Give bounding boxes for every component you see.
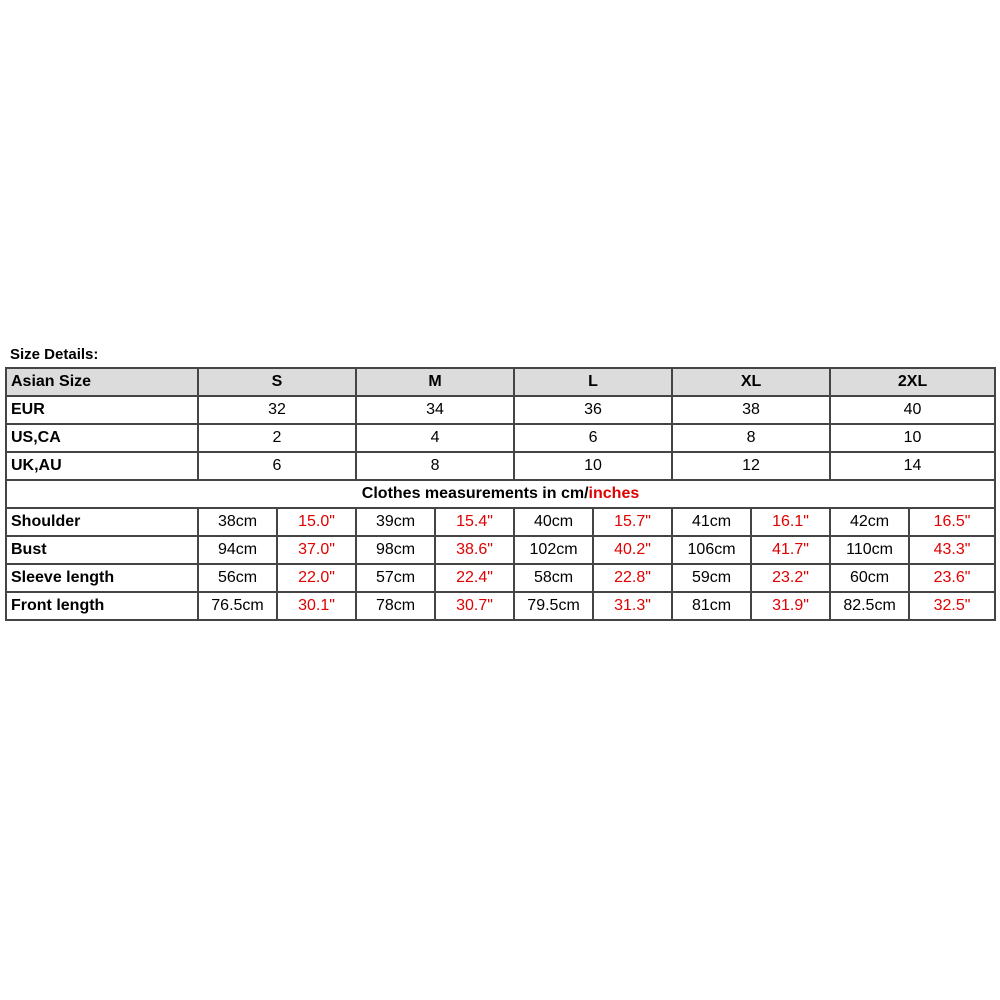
inch-value: 37.0" [277,536,356,564]
cm-value: 38cm [198,508,277,536]
conversion-value: 34 [356,396,514,424]
cm-value: 78cm [356,592,435,620]
cm-value: 81cm [672,592,751,620]
measurement-row [6,536,995,564]
inch-value: 22.0" [277,564,356,592]
conversion-value: 10 [514,452,672,480]
cm-value: 98cm [356,536,435,564]
inch-value: 16.1" [751,508,830,536]
size-header-m: M [356,368,514,396]
conversion-value: 38 [672,396,830,424]
row-label: Sleeve length [6,564,198,592]
conversion-value: 2 [198,424,356,452]
inch-value: 30.1" [277,592,356,620]
size-details-title: Size Details: [10,346,99,363]
section-accent-text: inches [588,485,640,502]
section-heading [6,480,995,508]
inch-value: 31.9" [751,592,830,620]
conversion-row [6,424,995,452]
inch-value: 40.2" [593,536,672,564]
cm-value: 79.5cm [514,592,593,620]
measurement-row [6,592,995,620]
cm-value: 40cm [514,508,593,536]
cm-value: 76.5cm [198,592,277,620]
inch-value: 41.7" [751,536,830,564]
cm-value: 57cm [356,564,435,592]
conversion-value: 36 [514,396,672,424]
measurement-row [6,508,995,536]
cm-value: 42cm [830,508,909,536]
conversion-value: 6 [514,424,672,452]
section-row [6,480,995,508]
conversion-row [6,396,995,424]
conversion-value: 8 [356,452,514,480]
measurement-row [6,564,995,592]
conversion-value: 32 [198,396,356,424]
conversion-value: 14 [830,452,995,480]
cm-value: 41cm [672,508,751,536]
conversion-value: 40 [830,396,995,424]
row-label: Bust [6,536,198,564]
size-header-l: L [514,368,672,396]
row-label: UK,AU [6,452,198,480]
row-label: US,CA [6,424,198,452]
inch-value: 16.5" [909,508,995,536]
conversion-value: 8 [672,424,830,452]
cm-value: 94cm [198,536,277,564]
inch-value: 22.8" [593,564,672,592]
cm-value: 102cm [514,536,593,564]
row-label: Shoulder [6,508,198,536]
cm-value: 58cm [514,564,593,592]
row-label: EUR [6,396,198,424]
conversion-value: 12 [672,452,830,480]
row-label: Front length [6,592,198,620]
conversion-value: 6 [198,452,356,480]
conversion-row [6,452,995,480]
inch-value: 32.5" [909,592,995,620]
conversion-value: 10 [830,424,995,452]
size-chart-table [5,367,996,621]
header-row [6,368,995,396]
inch-value: 30.7" [435,592,514,620]
cm-value: 39cm [356,508,435,536]
cm-value: 59cm [672,564,751,592]
cm-value: 56cm [198,564,277,592]
inch-value: 22.4" [435,564,514,592]
inch-value: 15.0" [277,508,356,536]
size-header-s: S [198,368,356,396]
cm-value: 82.5cm [830,592,909,620]
inch-value: 23.6" [909,564,995,592]
inch-value: 43.3" [909,536,995,564]
conversion-value: 4 [356,424,514,452]
size-header-xl: XL [672,368,830,396]
cm-value: 60cm [830,564,909,592]
section-text: Clothes measurements in cm/ [361,485,589,502]
size-header-2xl: 2XL [830,368,995,396]
inch-value: 38.6" [435,536,514,564]
inch-value: 23.2" [751,564,830,592]
inch-value: 15.7" [593,508,672,536]
inch-value: 15.4" [435,508,514,536]
cm-value: 110cm [830,536,909,564]
cm-value: 106cm [672,536,751,564]
header-label: Asian Size [6,368,198,396]
inch-value: 31.3" [593,592,672,620]
